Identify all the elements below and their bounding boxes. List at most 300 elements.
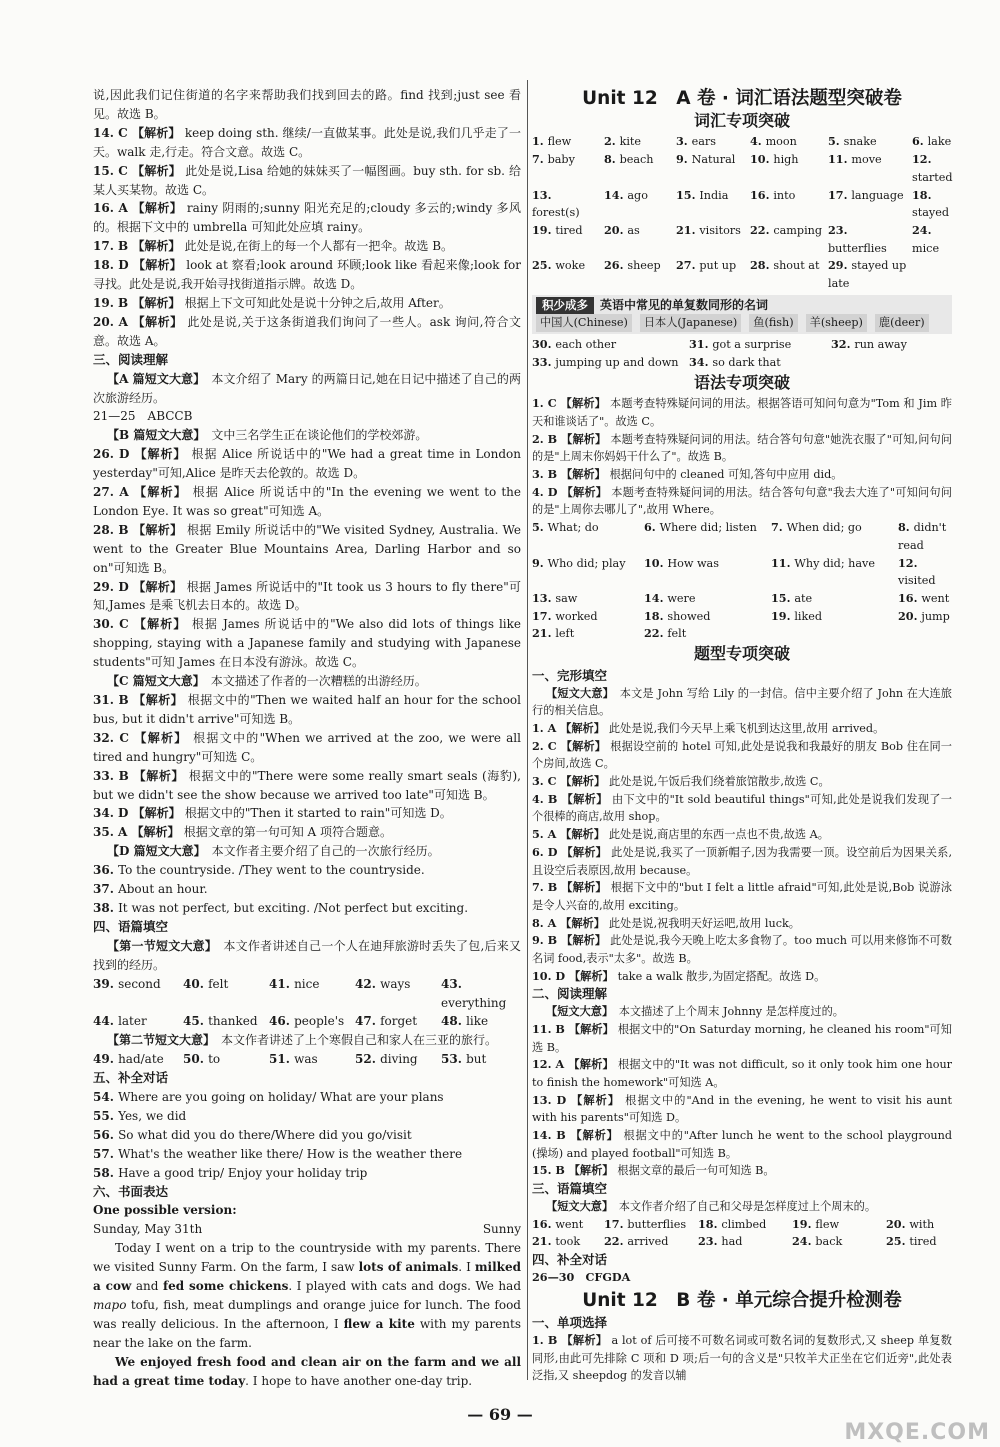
answer-cell <box>898 608 958 626</box>
answer-number: 1. A <box>532 720 561 735</box>
answer-number: 21. <box>676 222 700 237</box>
answer-row <box>532 133 952 151</box>
answer-number: 34. <box>689 354 713 369</box>
analysis-text: 根据 Alice 所说话中的"We had a great time in London yesterday"可知,Alice 是昨天去伦敦的。故选 D。 <box>93 447 522 481</box>
answer-word: Why did; have <box>794 556 875 570</box>
analysis-tag: 【解析】 <box>134 447 192 462</box>
answer-number: 16. A <box>93 201 133 216</box>
answer-cell <box>532 336 687 354</box>
answer-number: 28. <box>750 258 774 273</box>
answer-number: 20. A <box>93 314 133 329</box>
analysis-text: 根据文中的"It was not difficult, so it only took him one hour to finish the homework"可知选 A。 <box>532 1058 952 1089</box>
analysis-text: 根据文章的第一句可知 A 项符合题意。 <box>183 825 393 840</box>
analysis-text: 根据 Emily 所说话中的"We visited Sydney, Australia. We went to the Greater Blue Mountains Area, Darling Harbor and so on"可知选 B。 <box>93 522 521 575</box>
answer-number: 37. <box>93 882 119 897</box>
answer-number: 21. <box>532 626 556 641</box>
analysis-text: 根据 Alice 所说话中的"In the evening we went to the London Eye. It was so great"可知选 A。 <box>93 485 521 518</box>
answer-number: 11. <box>828 152 852 167</box>
answer-cell <box>183 1012 267 1031</box>
answer-cell <box>644 608 769 626</box>
answer-number: 53. <box>441 1052 467 1067</box>
answer-number: 27. <box>676 258 700 273</box>
answer-line: 26—30 CFGDA <box>532 1269 631 1284</box>
answer-word: beach <box>619 153 654 167</box>
essay-fragment: . I played with cats and dogs. We had <box>288 1279 521 1294</box>
answer-number: 29. D <box>93 579 134 594</box>
analysis-text: 根据 James 所说话中的"We also did lots of things like shopping, staying with a Japanese family and studying with Japanese students"可知 James 在日本没有游泳。故选 C。 <box>93 617 521 670</box>
answer-number: 58. <box>93 1165 119 1180</box>
analysis-text: 根据设空前的 hotel 可知,此处是说我和我最好的朋友 Bob 住在同一个房间,故选 C。 <box>532 739 952 771</box>
analysis-tag: 【解析】 <box>561 1332 612 1347</box>
answer-cell <box>604 187 674 222</box>
summary-paragraph <box>532 1003 952 1021</box>
analysis-tag: 【解析】 <box>560 915 609 930</box>
answer-cell <box>771 625 896 643</box>
explanation-item <box>93 313 521 351</box>
answer-word: climbed <box>721 1217 767 1231</box>
answer-number: 52. <box>355 1052 381 1067</box>
answer-number: 15. <box>771 590 795 605</box>
tip-item: 鹿(deer) <box>875 314 929 332</box>
essay-fragment: milked a cow <box>93 1260 521 1294</box>
answer-cell <box>676 257 748 292</box>
answer-number: 40. <box>183 976 209 991</box>
answer-word: went <box>921 591 950 605</box>
answer-item <box>93 899 521 918</box>
explanation-item <box>532 1332 952 1385</box>
section-heading: 六、书面表达 <box>93 1183 169 1199</box>
answer-number: 41. <box>269 976 295 991</box>
answer-number: 36. <box>93 863 119 878</box>
answer-number: 30. C <box>93 617 135 632</box>
answer-number: 8. <box>604 152 620 167</box>
answer-word: visitors <box>699 223 741 237</box>
essay-fragment: . I hope to have another one-day trip. <box>245 1373 473 1388</box>
answer-cell <box>604 257 674 292</box>
analysis-tag: 【解析】 <box>570 1128 624 1143</box>
analysis-tag: 【解析】 <box>133 579 187 594</box>
answer-number: 49. <box>93 1052 119 1067</box>
watermark: MXQE.COM <box>844 1420 990 1445</box>
explanation-item <box>93 823 521 842</box>
answer-number: 47. <box>355 1014 381 1029</box>
continued-text: 说,因此我们记住街道的名字来帮助我们找到回去的路。find 找到;just see 看见。故选 B。 <box>93 88 521 121</box>
analysis-tag: 【解析】 <box>561 484 612 499</box>
answer-number: 20. <box>604 222 628 237</box>
answer-number: 18. <box>698 1216 722 1231</box>
answer-word: flew <box>547 135 572 149</box>
explanation-item <box>532 1056 952 1091</box>
summary-tag: 【D 篇短文大意】 <box>107 844 212 859</box>
answer-number: 17. B <box>93 239 133 254</box>
essay-fragment: lots of animals <box>358 1260 459 1275</box>
essay-fragment: with my parents near the lake on the farm. <box>93 1316 521 1350</box>
answer-row <box>93 1012 521 1031</box>
explanation-item <box>532 431 952 466</box>
analysis-text: 此处是说,Lisa 给她的妹妹买了一幅图画。buy sth. for sb. 给某人买某物。故选 C。 <box>93 163 521 197</box>
answer-word: left <box>555 627 575 641</box>
answer-cell <box>912 133 962 151</box>
answer-word: Where did; listen <box>659 521 757 535</box>
answer-number: 19. B <box>93 295 133 310</box>
analysis-text: rainy 阴雨的;sunny 阳光充足的;cloudy 多云的;windy 多风的。根据下文中的 umbrella 可知此处应填 rainy。 <box>93 201 521 235</box>
analysis-text: Have a good trip/ Enjoy your holiday trip <box>118 1165 368 1180</box>
essay-date: Sunday, May 31th <box>93 1222 203 1237</box>
explanation-item <box>532 879 952 914</box>
answer-cell <box>604 222 674 257</box>
answer-word: with <box>909 1217 935 1231</box>
essay-date-line <box>93 1220 521 1239</box>
tip-item: 中国人(Chinese) <box>536 314 632 332</box>
answer-cell <box>792 1216 884 1234</box>
answer-cell <box>828 151 910 186</box>
answer-number: 12. <box>912 152 932 167</box>
answer-cell <box>750 257 826 292</box>
explanation-item <box>532 1092 952 1127</box>
answer-number: 39. <box>93 976 119 991</box>
answer-cell <box>441 1012 529 1031</box>
analysis-text: 此处是说,祝我明天好运吧,故用 luck。 <box>608 916 800 930</box>
answer-number: 34. D <box>93 806 133 821</box>
answer-number: 15. B <box>532 1163 569 1178</box>
answer-number: 44. <box>93 1014 119 1029</box>
summary-text: 本文作者主要介绍了自己的一次旅行经历。 <box>211 844 440 859</box>
answer-cell <box>828 133 910 151</box>
essay-fragment: Today I went on a trip to the countryside with my parents. There we visited Sunny Farm. On the farm, I saw <box>93 1241 521 1275</box>
answer-cell <box>93 1012 181 1031</box>
analysis-tag: 【解析】 <box>134 617 192 632</box>
explanation-item <box>532 1021 952 1056</box>
analysis-text: 根据文中的"And in the evening, he went to visit his aunt with his parents"可知选 D。 <box>532 1093 952 1125</box>
answer-cell <box>532 625 642 643</box>
answer-number: 12. A <box>532 1057 569 1072</box>
answer-word: didn't read <box>898 521 947 552</box>
answer-line: 21—25 ABCCB <box>93 409 193 424</box>
answer-word: everything <box>441 995 507 1010</box>
answer-cell <box>689 354 829 372</box>
answer-row <box>532 625 952 643</box>
answer-number: 20. <box>886 1216 910 1231</box>
answer-cell <box>912 257 962 292</box>
analysis-tag: 【解析】 <box>560 827 609 842</box>
analysis-text: 此处是说,在街上的每一个人都有一把伞。故选 B。 <box>184 239 454 254</box>
analysis-tag: 【解析】 <box>132 295 185 310</box>
explanation-item <box>532 844 952 879</box>
answer-number: 2. <box>604 134 620 149</box>
analysis-tag: 【解析】 <box>561 844 612 859</box>
answer-word: How was <box>667 556 719 570</box>
analysis-text: 此处是说,我今天晚上吃太多食物了。too much 可以用来修饰不可数名词 food,表示"太多"。故选 B。 <box>532 934 952 966</box>
answer-row <box>532 354 952 372</box>
analysis-tag: 【解析】 <box>133 693 188 707</box>
answer-number: 4. D <box>532 484 562 499</box>
analysis-tag: 【解析】 <box>132 201 187 216</box>
explanation-item <box>93 615 521 672</box>
analysis-text: 此处是说,我们今天早上乘飞机到达这里,故用 arrived。 <box>608 721 885 735</box>
answer-number: 23. <box>698 1234 722 1249</box>
analysis-tag: 【解析】 <box>134 485 193 500</box>
explanation-item <box>93 521 521 578</box>
analysis-text: To the countryside. /They went to the countryside. <box>118 863 425 878</box>
right-column <box>532 86 952 1385</box>
answer-cell <box>532 1233 602 1251</box>
answer-word: ago <box>627 188 648 202</box>
answer-word: visited <box>898 574 936 588</box>
answer-word: butterflies <box>828 241 887 255</box>
answer-number: 13. <box>532 187 552 202</box>
analysis-text: a lot of 后可接不可数名词或可数名词的复数形式,又 sheep 单复数同形,由此可先排除 C 项和 D 项;后一句的含义是"只牧羊犬正坐在它们近旁",此处表泛指,又 sheepdog 的发音以辅 <box>532 1333 952 1383</box>
answer-number: 1. B <box>532 1332 562 1347</box>
answer-row <box>532 1233 952 1251</box>
answer-item <box>93 880 521 899</box>
answer-cell <box>750 151 826 186</box>
answer-word: Who did; play <box>547 556 626 570</box>
answer-cell <box>689 336 829 354</box>
answer-cell <box>604 1216 696 1234</box>
dialog-answer <box>93 1088 521 1107</box>
analysis-text: 根据文章的最后一句可知选 B。 <box>617 1164 775 1178</box>
explanation-item <box>532 484 952 519</box>
analysis-tag: 【解析】 <box>568 1163 618 1178</box>
summary-paragraph <box>93 672 521 691</box>
answer-cell <box>532 1216 602 1234</box>
answer-number: 26. <box>604 258 628 273</box>
answer-number: 16. <box>532 1216 556 1231</box>
essay-fragment: and <box>131 1279 163 1294</box>
answer-cell <box>355 975 439 1013</box>
answer-number: 42. <box>355 976 381 991</box>
analysis-tag: 【解析】 <box>560 396 611 411</box>
analysis-text: 根据问句中的 cleaned 可知,答句中应用 did。 <box>609 468 843 482</box>
answer-cell <box>644 555 769 590</box>
analysis-tag: 【解析】 <box>133 768 189 783</box>
summary-text: 本文是 John 写给 Lily 的一封信。信中主要介绍了 John 在大连旅行的相关信息。 <box>532 686 952 718</box>
section-heading: 三、语篇填空 <box>532 1181 608 1197</box>
answer-number: 10. <box>750 152 774 167</box>
answer-number: 19. <box>532 222 556 237</box>
unit-title-a: Unit 12 A 卷 · 词汇语法题型突破卷 <box>582 88 902 109</box>
analysis-text: take a walk 散步,为固定搭配。故选 D。 <box>617 969 826 983</box>
sample-version-label: One possible version: <box>93 1203 237 1218</box>
dialog-answer <box>93 1164 521 1183</box>
answer-word: ears <box>691 135 716 149</box>
answer-word: jump <box>921 609 950 623</box>
explanation-item <box>532 1162 952 1180</box>
answer-word: people's <box>294 1014 345 1029</box>
summary-text: 本文作者讲述了上个寒假自己和家人在三亚的旅行。 <box>221 1033 498 1048</box>
answer-word: forest(s) <box>532 206 580 220</box>
explanation-item <box>532 915 952 933</box>
answer-number: 24. <box>792 1234 816 1249</box>
answer-cell <box>771 519 896 554</box>
answer-word: took <box>555 1235 581 1249</box>
answer-cell <box>355 1050 439 1069</box>
answer-cell <box>771 608 896 626</box>
tip-item: 羊(sheep) <box>806 314 867 332</box>
explanation-item <box>93 294 521 313</box>
answer-number: 6. <box>644 520 660 535</box>
answer-word: later <box>118 1014 147 1029</box>
answer-number: 50. <box>183 1052 209 1067</box>
summary-paragraph <box>532 1198 952 1216</box>
answer-word: India <box>699 188 729 202</box>
explanation-item <box>532 738 952 773</box>
answer-word: kite <box>619 135 642 149</box>
explanation-item <box>93 804 521 823</box>
answer-cell <box>355 1012 439 1031</box>
dialog-answer <box>93 1126 521 1145</box>
analysis-tag: 【解析】 <box>132 314 188 329</box>
answer-word: into <box>773 188 796 202</box>
answer-cell <box>676 222 748 257</box>
answer-cell <box>532 151 602 186</box>
answer-cell <box>750 222 826 257</box>
tip-item: 日本人(Japanese) <box>640 314 741 332</box>
answer-cell <box>532 354 687 372</box>
summary-paragraph <box>93 426 521 445</box>
analysis-tag: 【解析】 <box>133 522 187 537</box>
section-heading: 四、补全对话 <box>532 1252 608 1267</box>
answer-cell <box>912 187 962 222</box>
answer-number: 7. <box>771 520 787 535</box>
answer-cell <box>676 133 748 151</box>
analysis-tag: 【解析】 <box>568 968 618 983</box>
answer-row <box>532 336 952 354</box>
analysis-text: 此处是说,午饭后我们绕着旅馆散步,故选 C。 <box>609 775 830 789</box>
analysis-tag: 【解析】 <box>132 125 185 140</box>
summary-tag: 【A 篇短文大意】 <box>107 371 212 386</box>
answer-number: 19. <box>771 608 795 623</box>
analysis-tag: 【解析】 <box>131 825 184 840</box>
tip-header <box>536 297 948 315</box>
answer-cell <box>898 519 958 554</box>
answer-word: sheep <box>627 259 661 273</box>
answer-cell <box>183 975 267 1013</box>
answer-word: each other <box>555 338 617 352</box>
answer-number: 9. B <box>532 933 562 948</box>
explanation-item <box>532 1127 952 1162</box>
answer-number: 6. <box>912 134 928 149</box>
answer-word: jumping up and down <box>555 355 679 369</box>
answer-cell <box>183 1050 267 1069</box>
answer-number: 16. <box>898 590 922 605</box>
answer-number: 22. <box>644 626 668 641</box>
column-divider <box>527 80 528 1380</box>
analysis-text: 根据文中的"There were some really smart seals (海豹), but we didn't see the show because we arrived too late"可知选 B。 <box>93 768 522 802</box>
answer-word: put up <box>699 259 737 273</box>
section-heading: 四、语篇填空 <box>93 918 169 934</box>
analysis-text: 本题考查特殊疑问词的用法。根据答语可知问句意为"Tom 和 Jim 昨天和谁谈话了"。故选 C。 <box>532 397 952 428</box>
answer-number: 15. C <box>93 163 133 178</box>
explanation-item <box>93 199 521 237</box>
summary-tag: 【短文大意】 <box>546 1198 619 1213</box>
analysis-tag: 【解析】 <box>134 730 194 745</box>
answer-number: 8. A <box>532 915 561 930</box>
explanation-item <box>532 466 952 484</box>
answer-number: 24. <box>912 222 932 237</box>
analysis-tag: 【解析】 <box>560 720 609 735</box>
analysis-tag: 【解析】 <box>568 1021 618 1036</box>
summary-paragraph <box>532 685 952 720</box>
explanation-item <box>532 720 952 738</box>
answer-row <box>93 1050 521 1069</box>
answer-word: shout at <box>773 259 820 273</box>
answer-cell <box>676 187 748 222</box>
answer-word: so dark that <box>712 355 781 369</box>
answer-word: saw <box>555 591 578 605</box>
answer-word: to <box>208 1052 221 1067</box>
analysis-text: 由下文中的"It sold beautiful things"可知,此处是说我们发现了一个很棒的商店,故用 shop。 <box>532 792 952 824</box>
answer-cell <box>828 257 910 292</box>
answer-cell <box>828 222 910 257</box>
answer-number: 4. B <box>532 791 562 806</box>
summary-text: 本文描述了上个周末 Johnny 是怎样度过的。 <box>618 1005 844 1019</box>
answer-word: got a surprise <box>712 338 792 352</box>
explanation-item <box>532 826 952 844</box>
summary-tag: 【B 篇短文大意】 <box>107 428 212 443</box>
answer-number: 29. <box>828 258 852 273</box>
answer-cell <box>750 187 826 222</box>
answer-row <box>93 975 521 1013</box>
answer-cell <box>532 590 642 608</box>
answer-number: 25. <box>886 1234 910 1249</box>
summary-tag: 【短文大意】 <box>546 685 620 700</box>
answer-number: 7. <box>532 152 548 167</box>
answer-number: 38. <box>93 900 119 915</box>
answer-number: 55. <box>93 1108 119 1123</box>
analysis-text: look at 察看;look around 环顾;look like 看起来像;look for 寻找。此处是说,我开始寻找街道指示牌。故选 D。 <box>93 258 521 292</box>
answer-number: 33. <box>532 354 556 369</box>
answer-word: woke <box>555 259 586 273</box>
answer-word: diving <box>380 1052 418 1067</box>
answer-number: 5. A <box>532 827 561 842</box>
answer-number: 31. B <box>93 693 134 707</box>
answer-word: felt <box>667 627 687 641</box>
answer-cell <box>604 133 674 151</box>
summary-text: 文中三名学生正在谈论他们的学校郊游。 <box>211 428 428 443</box>
answer-cell <box>886 1233 956 1251</box>
section-heading: 三、阅读理解 <box>93 351 169 367</box>
answer-cell <box>898 590 958 608</box>
answer-cell <box>532 133 602 151</box>
analysis-text: 此处是说,商店里的东西一点也不贵,故选 A。 <box>608 828 829 842</box>
page-number: — 69 — <box>467 1405 533 1424</box>
answer-number: 18. D <box>93 258 134 273</box>
answer-cell <box>532 608 642 626</box>
essay-paragraph-2 <box>93 1353 521 1391</box>
dialog-answer <box>93 1107 521 1126</box>
answer-word: had/ate <box>118 1052 164 1067</box>
answer-word: back <box>815 1235 843 1249</box>
answer-number: 20. <box>898 608 922 623</box>
answer-cell <box>828 187 910 222</box>
answer-word: liked <box>794 609 823 623</box>
explanation-item <box>93 767 521 805</box>
answer-cell <box>441 975 529 1013</box>
answer-cell <box>269 975 353 1013</box>
summary-tag: 【C 篇短文大意】 <box>107 674 211 689</box>
answer-row <box>532 151 952 186</box>
answer-cell <box>269 1050 353 1069</box>
answer-cell <box>93 1050 181 1069</box>
answer-word: Natural <box>691 153 736 167</box>
answer-word: was <box>294 1052 318 1067</box>
answer-row <box>532 519 952 554</box>
answer-number: 5. <box>828 134 844 149</box>
analysis-text: About an hour. <box>118 882 208 897</box>
answer-word: flew <box>815 1217 840 1231</box>
answer-number: 51. <box>269 1052 295 1067</box>
